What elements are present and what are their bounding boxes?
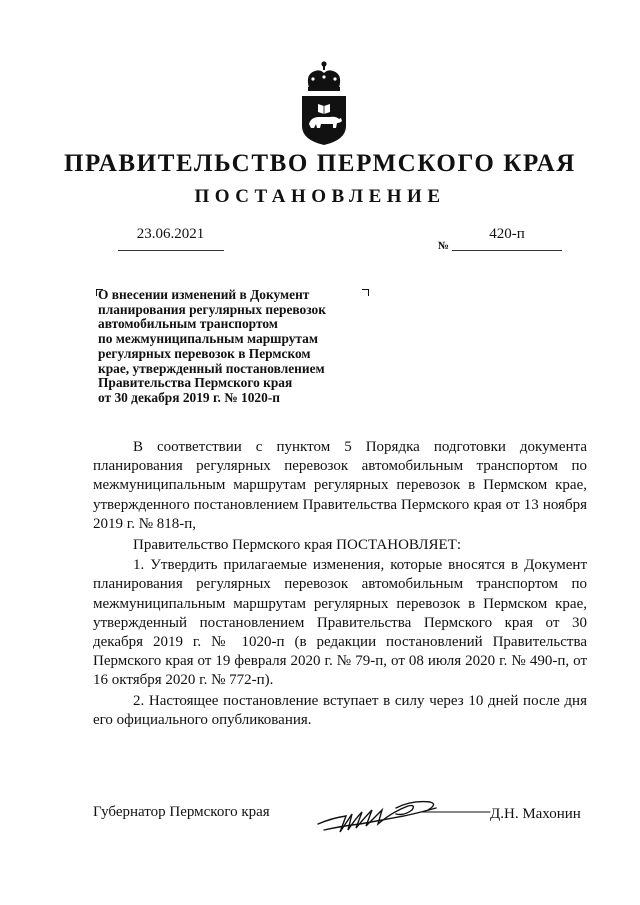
subject-line: от 30 декабря 2019 г. № 1020-п (98, 389, 280, 405)
body-paragraph: 2. Настоящее постановление вступает в силу через 10 дней после дня его официального опубликования. (93, 693, 587, 729)
subject-line: планирования регулярных перевозок (98, 301, 326, 317)
government-heading: ПРАВИТЕЛЬСТВО ПЕРМСКОГО КРАЯ (64, 150, 576, 177)
subject-line: автомобильным транспортом (98, 316, 278, 332)
subject-line: О внесении изменений в Документ (98, 287, 310, 302)
decree-date: 23.06.2021 (136, 226, 205, 242)
signatory-name: Д.Н. Махонин (490, 806, 581, 822)
body-paragraph: Правительство Пермского края ПОСТАНОВЛЯЕТ: (133, 536, 462, 553)
crown-icon (308, 61, 340, 91)
subject-line: Правительства Пермского края (98, 375, 293, 391)
decree-number: 420-п (489, 226, 525, 242)
subject-line: по межмуниципальным маршрутам (98, 331, 318, 347)
subject-line: регулярных перевозок в Пермском (98, 345, 311, 361)
signatory-title: Губернатор Пермского края (93, 804, 270, 820)
date-underline (118, 250, 224, 251)
body-paragraph: В соответствии с пунктом 5 Порядка подготовки документа планирования регулярных перевозок автомобильным транспортом по межмуниципальным маршрутам регулярных перевозок в Пермском крае, утвержденного постановлением Правительства Пермского края от 13 ноября 2019 г. № 818-п, (93, 439, 587, 532)
number-sign: № (438, 240, 450, 252)
subject-line: крае, утвержденный постановлением (98, 360, 325, 376)
handwritten-signature-icon (312, 794, 492, 840)
decree-body (93, 438, 587, 731)
document-type-heading: ПОСТАНОВЛЕНИЕ (194, 186, 446, 207)
coat-of-arms-icon (299, 60, 349, 146)
body-paragraph: 1. Утвердить прилагаемые изменения, которые вносятся в Документ планирования регулярных перевозок автомобильным транспортом по межмуниципальным маршрутам регулярных перевозок в Пермском крае, утвержденный постановлением Правительства Пермского края от 30 декабря 2019 г. № 1020-п (в редакции постановлений Правительства Пермского края от 19 февраля 2020 г. № 79-п, от 08 июля 2020 г. № 490-п, от 16 октября 2020 г. № 772-п). (93, 557, 587, 689)
number-underline (452, 250, 562, 251)
decree-subject (98, 288, 368, 406)
